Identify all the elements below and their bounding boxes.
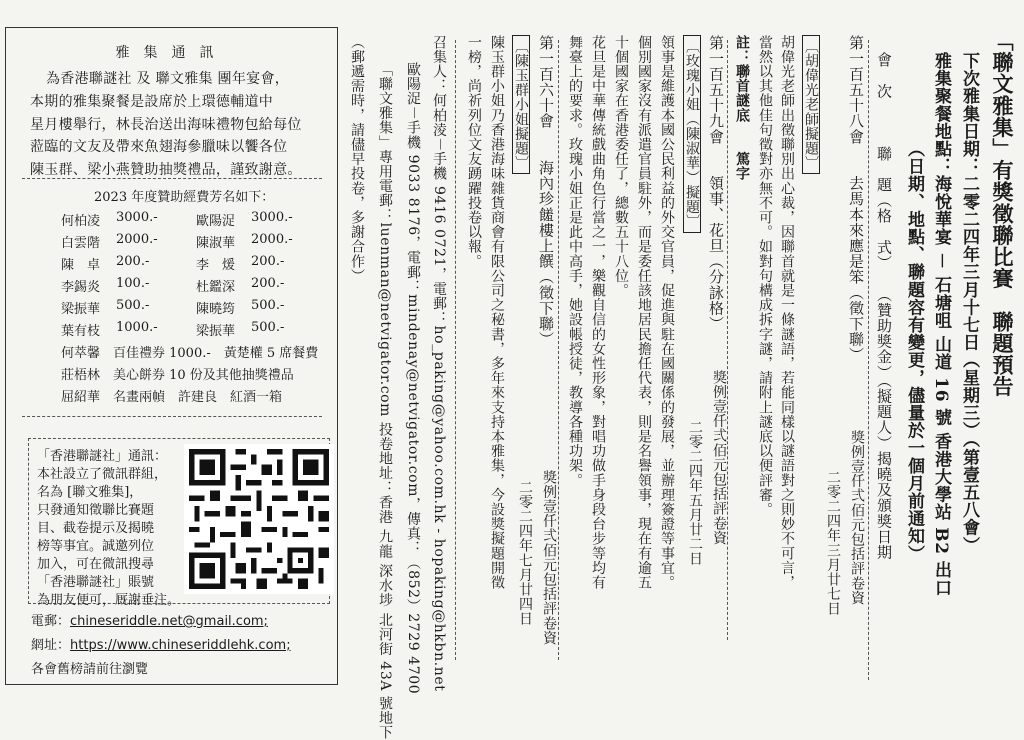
convener-line: 歐陽浞－手機 9033 8176，電郵：mindenay@netvigator.com，傳真：（852）2729 4700 [405,62,421,695]
convener-line: 召集人：何柏淩－手機 9416 0721，電郵：ho_paking@yahoo.com.hk - hopaking@hkbn.net [431,35,447,692]
divider [22,416,322,417]
sponsor-gift: 莊梧林 美心餅券 10 份及其他抽獎禮品 [61,368,294,383]
sponsor-gift: 何萃馨 百佳禮券 1000.- 黃楚權 5 席餐費 [61,346,319,361]
description-158: 當然以其他佳句徵對亦無不可。如對句構成拆字謎，請附上謎底以便評審。 [757,35,773,517]
sponsor-amount: 3000.- [116,210,158,225]
wechat-line: 名為 [聯文雅集]， [37,485,143,500]
description-159: 領事是維護本國公民利益的外交官員，促進與駐在國關係的發展，並辦理簽證等事宜。 [659,35,675,590]
newsletter-panel [5,27,338,685]
description-159: 個別國家沒有派遣官員駐外，而是委任該地居民擔任代表，則是名譽領事，現在有逾五 [636,35,652,590]
sponsor-name: 陳 卓 [61,258,101,273]
description-159: 舞臺上的要求。玫瑰小姐正是此中高手，她設帳授徒，教導各種功架。 [567,35,583,488]
meeting-159-title: 第一百五十九會 領事、花旦（分詠格） [707,35,725,332]
notice-line: 星月樓舉行，林長治送出海味禮物包給每位 [30,117,302,133]
divider [727,40,728,640]
sponsor-name: 何柏凌 [61,214,101,229]
sponsor-amount: 200.- [116,254,150,269]
notice-line: 為香港聯謎社 及 聯文雅集 團年宴會， [46,71,290,87]
meeting-venue: 雅集聚餐地點：海悅華宴 － 石塘咀 山道 16 號 香港大學站 B2 出口 [931,52,951,597]
prize-159: 獎例壹仟弍佰元包括評卷資 [711,370,727,546]
sponsor-amount: 2000.- [116,232,158,247]
description-159: 花旦是中華傳統戲曲角色行當之一，樂觀自信的女性形象，對唱功做手身段台步等均有 [590,35,606,590]
notice-line: 陳玉群、梁小燕贊助抽獎禮品，謹致謝意。 [30,162,302,178]
award-date-159: 二零二四年五月廿二日 [687,420,703,566]
sponsor-name: 李錫炎 [61,280,101,295]
prize-160: 獎例壹仟弍佰元包括評卷資 [541,470,557,646]
sponsor-name: 梁振華 [61,302,101,317]
meeting-160-title: 第一百六十會 海內珍饈樓上饌（徵下聯） [537,35,555,347]
notice-title: 雅集通訊 [115,45,228,61]
divider [22,178,322,179]
sponsor-name: 葉有枝 [61,324,101,339]
sponsor-amount: 500.- [251,298,285,313]
qr-code-icon[interactable] [184,443,334,595]
website-label: 網址： [31,638,71,653]
email-line [31,610,268,629]
change-notice: （日期、地點、聯題容有變更，儘量於一個月前通知） [904,140,924,563]
wechat-line: 為朋友便可，厩謝垂注。 [37,593,181,608]
email-link[interactable]: chineseriddle.net@gmail.com; [70,614,268,629]
description-158: 胡偉光老師出徵聯別出心裁，因聯首就是一條謎語，若能同樣以謎語對之則妙不可言， [779,35,795,590]
setter-159: 〔玫瑰小姐（陳淑華）擬題〕 [683,35,701,233]
wechat-line: 只發通知徵聯比賽題 [37,503,155,518]
notice-line: 蒞臨的文友及帶來魚翅海參臘味以饗各位 [30,139,288,155]
sponsor-amount: 1000.- [116,320,158,335]
description-160: 陳玉群小姐乃香港海味雜貨商會有限公司之秘書，多年來支持本雅集，今設獎擬題開徵 [489,35,505,590]
wechat-line: 目、截卷提示及揭曉 [37,521,155,536]
website-link[interactable]: https://www.chineseriddlehk.com; [70,638,291,653]
sponsor-amount: 2000.- [251,232,293,247]
table-header: 會 次 聯 題（格 式） （贊助獎金）（擬題人）揭曉及頒獎日期 [875,52,893,560]
wechat-line: 加入，可在微訊搜尋 [37,557,155,572]
wechat-line: 本社設立了微訊群組， [37,467,168,482]
sponsor-title: 2023 年度贊助經費芳名如下： [94,190,275,205]
next-meeting-date: 下次雅集日期：二零二四年三月十七日（星期三）（第壹五八會） [959,52,979,554]
sponsor-name: 杜鑑深 [196,280,236,295]
divider [558,40,559,660]
email-label: 電郵： [31,614,71,629]
sponsor-amount: 200.- [251,276,285,291]
wechat-line: 榜等事宜。誠邀列位 [37,539,155,554]
sponsor-amount: 100.- [116,276,150,291]
sponsor-amount: 3000.- [251,210,293,225]
sponsor-name: 白雲階 [61,236,101,251]
divider [868,40,869,680]
setter-160: 〔陳玉群小姐擬題〕 [512,35,530,174]
sponsor-name: 李 煖 [196,258,236,273]
sponsor-gift: 屈紹華 名畫兩幀 許建良 紅酒一箱 [61,390,283,405]
wechat-line: 「香港聯謎社」通訊： [37,449,168,464]
description-160: 一榜，尚祈列位文友踴躍投卷以報。 [466,35,482,269]
wechat-line: 「香港聯謎社」賬號 [37,575,155,590]
description-159: 十個國家在香港委任了，總數五十八位。 [613,35,629,298]
sponsor-name: 陳曉筠 [196,302,236,317]
contest-heading: 「聯文雅集」有獎徵聯比賽 聯題預告 [990,30,1015,398]
sponsor-amount: 500.- [251,320,285,335]
sponsor-amount: 500.- [116,298,150,313]
divider [455,40,456,660]
sponsor-name: 梁振華 [196,324,236,339]
sponsor-name: 歐陽浞 [196,214,236,229]
footer-note: 各會舊榜請前往瀏覽 [31,662,149,677]
meeting-158-title: 第一百五十八會 去馬本來應是笨（徵下聯） [847,35,865,363]
award-date-160: 二零二四年七月廿四日 [517,480,533,626]
wechat-notice-box [28,438,330,608]
submission-email-address: 「聯文雅集」專用電郵：luenman@netvigator.com 投卷地址：香港 九龍 深水埗 北河街 43A 號地下 [377,62,393,740]
notice-line: 本期的雅集聚餐是設席於上環德輔道中 [30,94,274,110]
award-date-158: 二零二四年三月廿七日 [825,470,841,616]
website-line [31,634,291,653]
sponsor-name: 陳淑華 [196,236,236,251]
setter-158: 〔胡偉光老師擬題〕 [802,35,820,174]
sponsor-amount: 200.- [251,254,285,269]
riddle-answer-note: 註：聯首謎底 篤字 [734,35,750,181]
prize-158: 獎例壹仟弍佰元包括評卷資 [849,430,865,606]
postal-note: （郵遞需時，請儘早投卷，多謝合作） [349,35,365,284]
